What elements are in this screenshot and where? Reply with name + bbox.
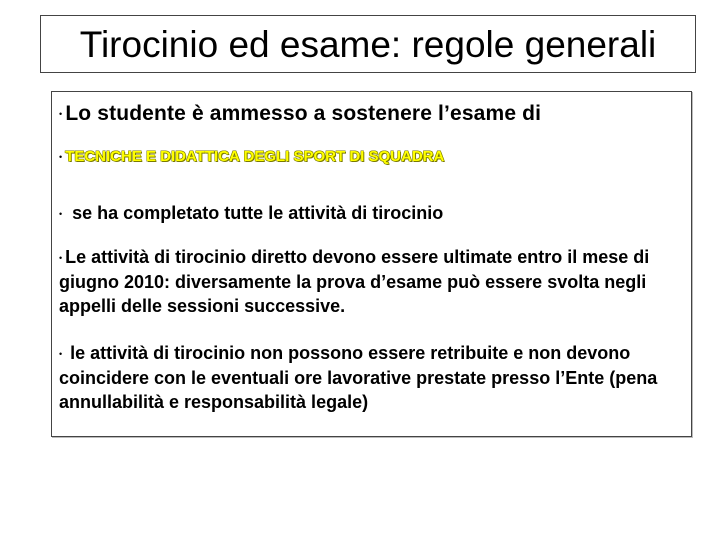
- bullet-marker: •: [59, 152, 63, 163]
- bullet-condition: [59, 203, 443, 224]
- bullet-admission: [59, 102, 541, 126]
- bullet-retribution-text: le attività di tirocinio non possono essere retribuite e non devono coincidere con le eventuali ore lavorative prestate presso l’Ente (pena annullabilità e responsabilità legale): [59, 343, 658, 413]
- bullet-course-name: [59, 148, 444, 165]
- slide-content-box: [51, 91, 692, 437]
- bullet-marker: •: [59, 109, 63, 120]
- bullet-admission-text: Lo studente è ammesso a sostenere l’esame di: [65, 102, 542, 125]
- slide-title: Tirocinio ed esame: regole generali: [79, 23, 657, 65]
- bullet-deadline-text: Le attività di tirocinio diretto devono essere ultimate entro il mese di giugno 2010: diversamente la prova d’esame può essere svolta negli appelli delle sessioni successive.: [59, 247, 650, 317]
- bullet-deadline: [59, 245, 689, 318]
- bullet-condition-text: se ha completato tutte le attività di tirocinio: [72, 203, 444, 223]
- course-name-text: TECNICHE E DIDATTICA DEGLI SPORT DI SQUADRA: [65, 148, 445, 165]
- bullet-retribution: [59, 341, 689, 414]
- bullet-marker: •: [59, 209, 63, 220]
- bullet-marker: •: [59, 349, 63, 360]
- slide-title-box: [40, 15, 696, 73]
- bullet-marker: •: [59, 253, 63, 264]
